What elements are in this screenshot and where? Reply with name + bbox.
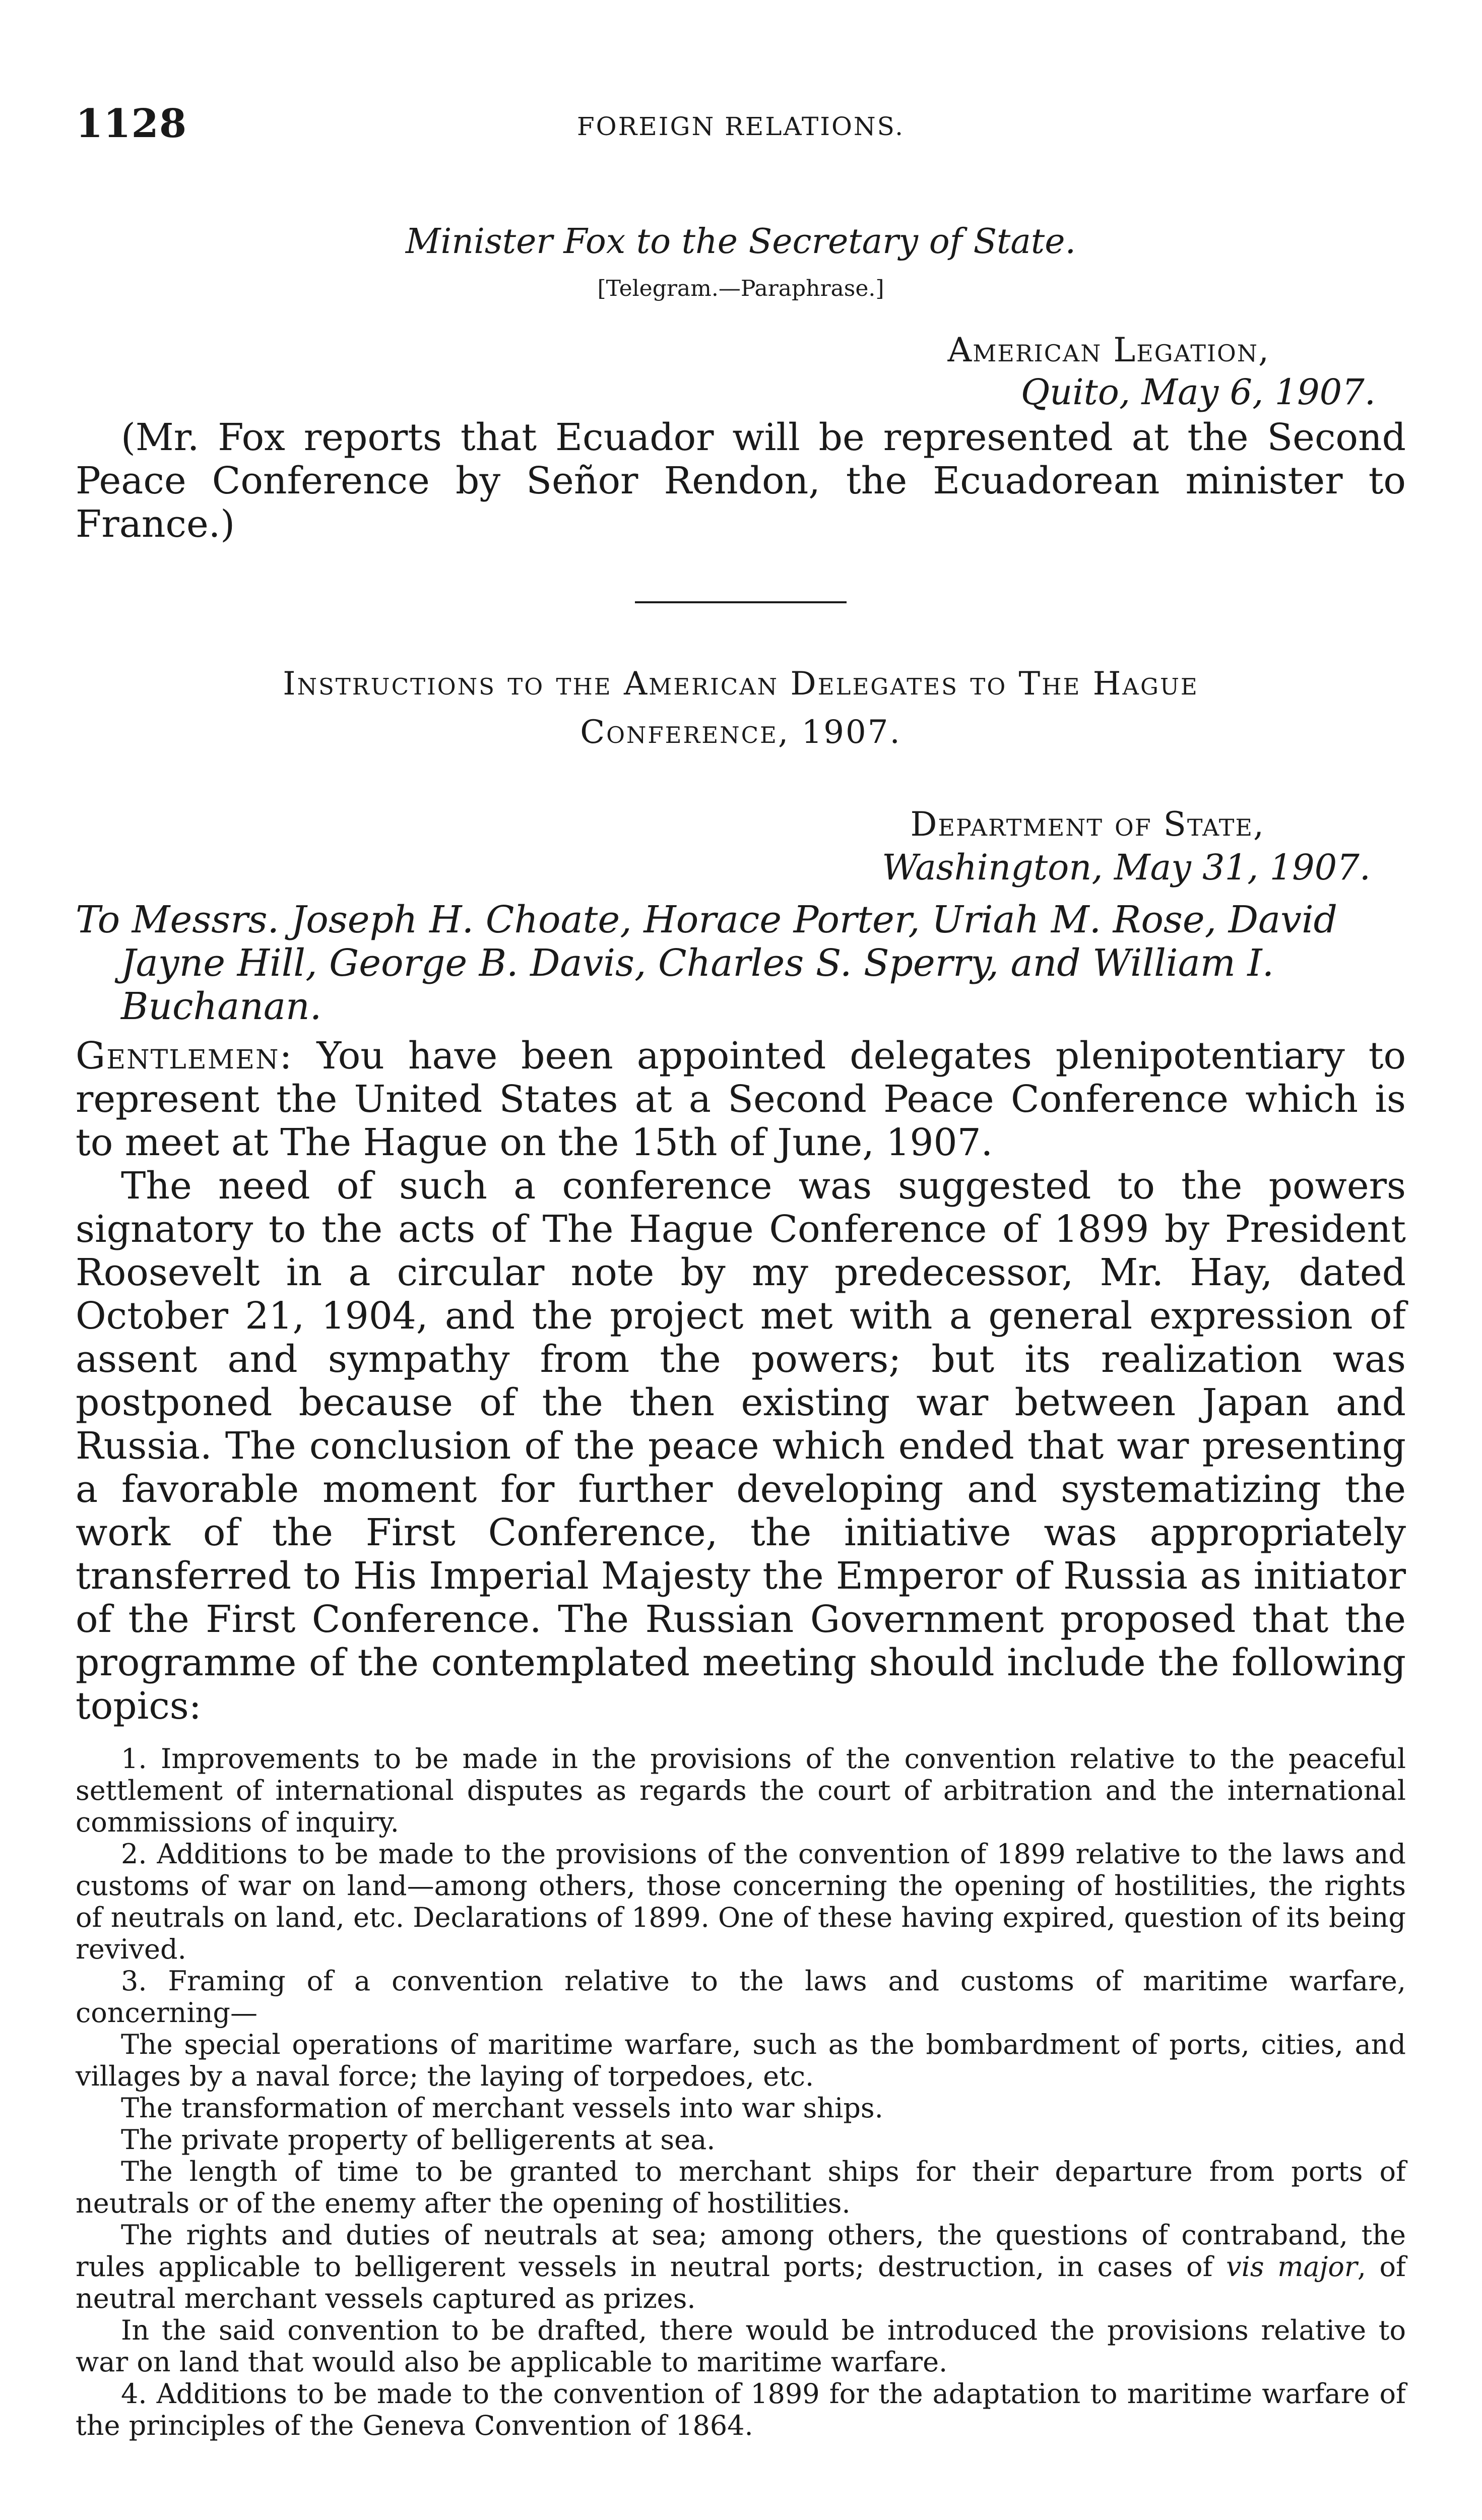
section-divider xyxy=(635,601,847,603)
paragraph-background: The need of such a conference was suggested to the powers signatory to the acts of The Hague Conference of 1899 by President Roosevelt in a circular note by my predecessor, Mr. Hay, dated October 21, 1904, and the project met with a general expression of assent and sympathy from the powers; but its realization was postponed because of the then existing war between Japan and Russia. The conclusion of the peace which ended that war presenting a favorable moment for further developing and systematizing the work of the First Conference, the initiative was appropriately transferred to His Imperial Majesty the Emperor of Russia as initiator of the First Conference. The Russian Government proposed that the programme of the contemplated meeting should include the following topics: xyxy=(76,1164,1406,1728)
topic-3-neutral-rights-text-a: The rights and duties of neutrals at sea; among others, the questions of contraband, the rules applicable to belligerent vessels in neutral ports; destruction, in cases of xyxy=(76,2219,1406,2283)
salutation: Gentlemen: xyxy=(76,1034,293,1078)
topic-4: 4. Additions to be made to the convention of 1899 for the adaptation to maritime warfare of the principles of the Geneva Convention of 1864. xyxy=(76,2378,1406,2441)
document-page xyxy=(76,101,1406,2441)
instructions-title xyxy=(76,660,1406,757)
instructions-title-line1: Instructions to the American Delegates to The Hague xyxy=(283,665,1199,703)
instructions-place: Department of State, xyxy=(910,805,1265,844)
instructions-title-line2: Conference, 1907. xyxy=(580,714,901,751)
instructions-dateline: Washington, May 31, 1907. xyxy=(882,847,1371,888)
topic-3-neutral-rights xyxy=(76,2219,1406,2314)
topic-3-neutral-rights-text-b: , of neutral merchant vessels captured as prizes. xyxy=(76,2251,1406,2314)
paragraph-appointment xyxy=(76,1034,1406,1164)
topic-3-departure-time: The length of time to be granted to merchant ships for their departure from ports of neutrals or of the enemy after the opening of hostilities. xyxy=(76,2156,1406,2219)
paragraph-appointment-text: You have been appointed delegates plenipotentiary to represent the United States at a Second Peace Conference which is to meet at The Hague on the 15th of June, 1907. xyxy=(76,1034,1406,1164)
telegram-title: Minister Fox to the Secretary of State. xyxy=(405,222,1076,262)
topic-3-land-provisions: In the said convention to be drafted, there would be introduced the provisions relative to war on land that would also be applicable to maritime warfare. xyxy=(76,2314,1406,2378)
telegram-dateline: Quito, May 6, 1907. xyxy=(1020,371,1376,413)
running-title: FOREIGN RELATIONS. xyxy=(576,112,905,141)
telegram-note: [Telegram.—Paraphrase.] xyxy=(597,276,884,301)
topic-3-private-property: The private property of belligerents at sea. xyxy=(121,2124,716,2156)
page-number: 1128 xyxy=(76,101,187,147)
topic-3-transformation: The transformation of merchant vessels into war ships. xyxy=(121,2092,883,2124)
addressees: To Messrs. Joseph H. Choate, Horace Porter, Uriah M. Rose, David Jayne Hill, George B. Davis, Charles S. Sperry, and William I. Buchanan. xyxy=(76,898,1338,1028)
topic-3-vis-major: vis major xyxy=(1226,2251,1358,2283)
running-head xyxy=(76,101,1406,151)
topic-3-bombardment: The special operations of maritime warfare, such as the bombardment of ports, cities, and villages by a naval force; the laying of torpedoes, etc. xyxy=(76,2029,1406,2092)
telegram-body: (Mr. Fox reports that Ecuador will be represented at the Second Peace Conference by Señor Rendon, the Ecuadorean minister to France.) xyxy=(76,416,1406,546)
topics-list xyxy=(76,1743,1406,2441)
telegram-place: American Legation, xyxy=(947,331,1270,369)
topic-2: 2. Additions to be made to the provisions of the convention of 1899 relative to the laws and customs of war on land—among others, those concerning the opening of hostilities, the rights of neutrals on land, etc. Declarations of 1899. One of these having expired, question of its being revived. xyxy=(76,1838,1406,1965)
topic-1: 1. Improvements to be made in the provisions of the convention relative to the peaceful settlement of international disputes as regards the court of arbitration and the international commissions of inquiry. xyxy=(76,1743,1406,1838)
topic-3: 3. Framing of a convention relative to the laws and customs of maritime warfare, concerning— xyxy=(76,1965,1406,2029)
